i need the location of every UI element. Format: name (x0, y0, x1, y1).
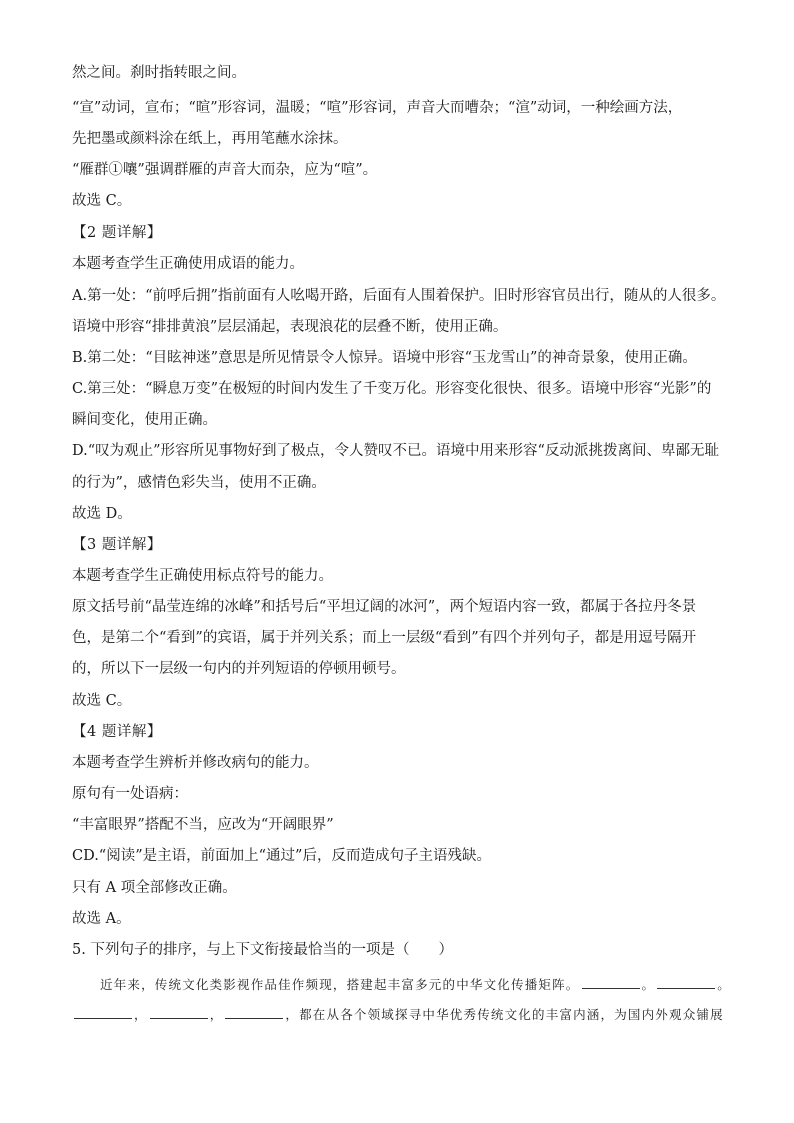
text-line: 的行为”，感情色彩失当，使用不正确。 (72, 475, 326, 491)
passage-text: 都在从各个领域探寻中华优秀传统文化的丰富内涵，为国内外观众铺展 (299, 1007, 724, 1022)
section-heading: 【3 题详解】 (72, 537, 162, 553)
text-line: C.第三处：“瞬息万变”在极短的时间内发生了千变万化。形容变化很快、很多。语境中形容“光影”的 (72, 381, 712, 397)
text-line: 原句有一处语病： (72, 786, 188, 802)
text-line: A.第一处：“前呼后拥”指前面有人吆喝开路，后面有人围着保护。旧时形容官员出行，随从的人很多。 (72, 288, 726, 304)
text-line: 色，是第二个“看到”的宾语，属于并列关系；而上一层级“看到”有四个并列句子，都是用逗号隔开 (72, 630, 697, 646)
answer-blank (74, 1006, 132, 1019)
text-line: 故选 C。 (72, 193, 132, 209)
blank-separator: ， (285, 1007, 300, 1022)
text-line: 的，所以下一层级一句内的并列短语的停顿用顿号。 (72, 661, 406, 677)
question-stem: 5. 下列句子的排序，与上下文衔接最恰当的一项是（ ） (72, 942, 453, 958)
text-line: 本题考查学生正确使用成语的能力。 (72, 256, 304, 272)
answer-blank (582, 976, 640, 989)
answer-blank (150, 1006, 208, 1019)
blank-separator: 。 (641, 977, 656, 992)
passage-text: 近年来，传统文化类影视作品佳作频现，搭建起丰富多元的中华文化传播矩阵。 (100, 977, 580, 992)
text-line: 故选 D。 (72, 506, 132, 522)
text-line: 本题考查学生正确使用标点符号的能力。 (72, 568, 333, 584)
text-line: 然之间。刹时指转眼之间。 (72, 65, 246, 81)
section-heading: 【4 题详解】 (72, 724, 162, 740)
text-line: “雁群①嚷”强调群雁的声音大而杂，应为“喧”。 (72, 162, 378, 178)
blank-separator: ， (134, 1007, 148, 1022)
text-line: 故选 C。 (72, 693, 132, 709)
text-line: 本题考查学生辨析并修改病句的能力。 (72, 755, 319, 771)
text-line: B.第二处：“目眩神迷”意思是所见情景令人惊异。语境中形容“玉龙雪山”的神奇景象，使用正确。 (72, 350, 697, 366)
text-line: 原文括号前“晶莹连绵的冰峰”和括号后“平坦辽阔的冰河”，两个短语内容一致，都属于各拉丹冬景 (72, 599, 697, 615)
passage-line-2 (72, 1006, 724, 1022)
text-line: 只有 A 项全部修改正确。 (72, 880, 237, 896)
blank-separator: ， (209, 1007, 224, 1022)
text-line: D.“叹为观止”形容所见事物好到了极点，令人赞叹不已。语境中用来形容“反动派挑拨离间、卑鄙无耻 (72, 443, 719, 459)
answer-blank (657, 976, 715, 989)
passage-line-1 (100, 976, 731, 992)
answer-blank (225, 1006, 283, 1019)
text-line: 故选 A。 (72, 911, 131, 927)
blank-separator: 。 (717, 977, 731, 992)
text-line: CD.“阅读”是主语，前面加上“通过”后，反而造成句子主语残缺。 (72, 848, 491, 864)
text-line: “宣”动词，宣布；“暄”形容词，温暖；“喧”形容词，声音大而嘈杂；“渲”动词，一种绘画方法， (72, 100, 683, 116)
section-heading: 【2 题详解】 (72, 225, 162, 241)
text-line: 语境中形容“排排黄浪”层层涌起，表现浪花的层叠不断，使用正确。 (72, 319, 508, 335)
text-line: 先把墨或颜料涂在纸上，再用笔蘸水涂抹。 (72, 131, 348, 147)
text-line: “丰富眼界”搭配不当，应改为“开阔眼界” (72, 817, 334, 833)
text-line: 瞬间变化，使用正确。 (72, 412, 217, 428)
